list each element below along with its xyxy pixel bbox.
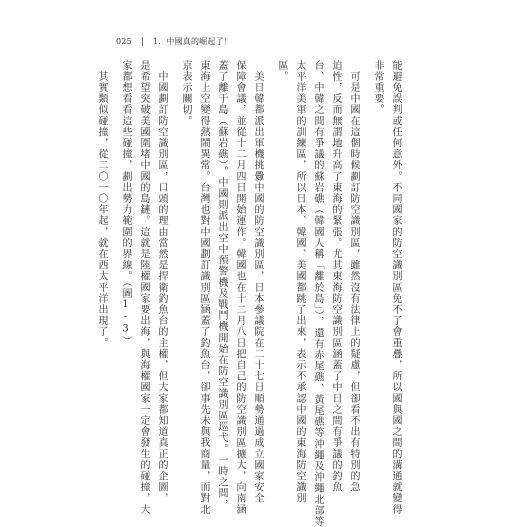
text-column-3: 可是中國在這個時候劃訂防空識別區，雖然沒有法律上的疑慮，但卻看不出有特別的急 [348,60,359,493]
page-number: 025 [116,37,132,46]
header-divider [142,37,143,46]
text-column-12: 京表示關切。 [180,60,191,127]
running-header [116,36,232,47]
text-column-13: 中國劃訂防空識別區，口頭的理由當然是捍衛釣魚台的主權，但大家都知道真正的企圖， [156,60,167,504]
text-column-14: 是希望突破美國圍堵中國的島鏈。這就是陸權國家要出海，與海權國家一定會發生的碰撞，大 [138,60,149,516]
text-column-17: 其實類似碰撞，從二〇一〇年起，就在西太平洋出現了。 [96,60,107,349]
text-column-7: 區。 [276,60,287,83]
text-column-2: 非常重要。 [372,60,383,116]
text-column-10: 蓋了離于島（蘇岩礁）。中國則派出空中預警機及戰鬥機開始在防空識別區巡弋。一時之間， [216,60,227,511]
text-column-11: 東海上空變得熱鬧異常。台灣也對中國劃訂識別區涵蓋了釣魚台，卻事先未與我商量，而對北 [198,60,209,516]
text-column-9: 保障會議，並從十二月四日開始運作。韓國也在十二月八日把自己的防空識別區擴大，向南涵 [234,60,245,516]
chapter-title: 1．中國真的崛起了！ [152,37,232,46]
text-column-5: 台、中韓之間有爭議的蘇岩礁（韓國人稱「離於島」），還有赤尾礁、黃尾礁等沖繩及沖繩北部等 [312,60,323,527]
text-column-15: 家都想看看這些碰撞，劃出勢力範圍的界線。（圖1-3） [120,60,131,347]
text-column-6: 太平洋美軍的訓練區，所以日本、韓國、美國都跳了出來，表示不承認中國的東海防空識別 [294,60,305,504]
text-column-1: 能避免誤判或任何意外。不同國家的防空識別區免不了會重疊，所以國與國之間的溝通就變得 [390,60,401,516]
text-column-4: 迫性，反而無謂地升高了東海的緊張。尤其東海防空識別區涵蓋了中日之間有爭議的釣魚 [330,60,341,493]
text-column-8: 美日韓都派出軍機挑釁中國的防空識別區，日本參議院在二十七日順勢通過成立國家安全 [252,60,263,504]
